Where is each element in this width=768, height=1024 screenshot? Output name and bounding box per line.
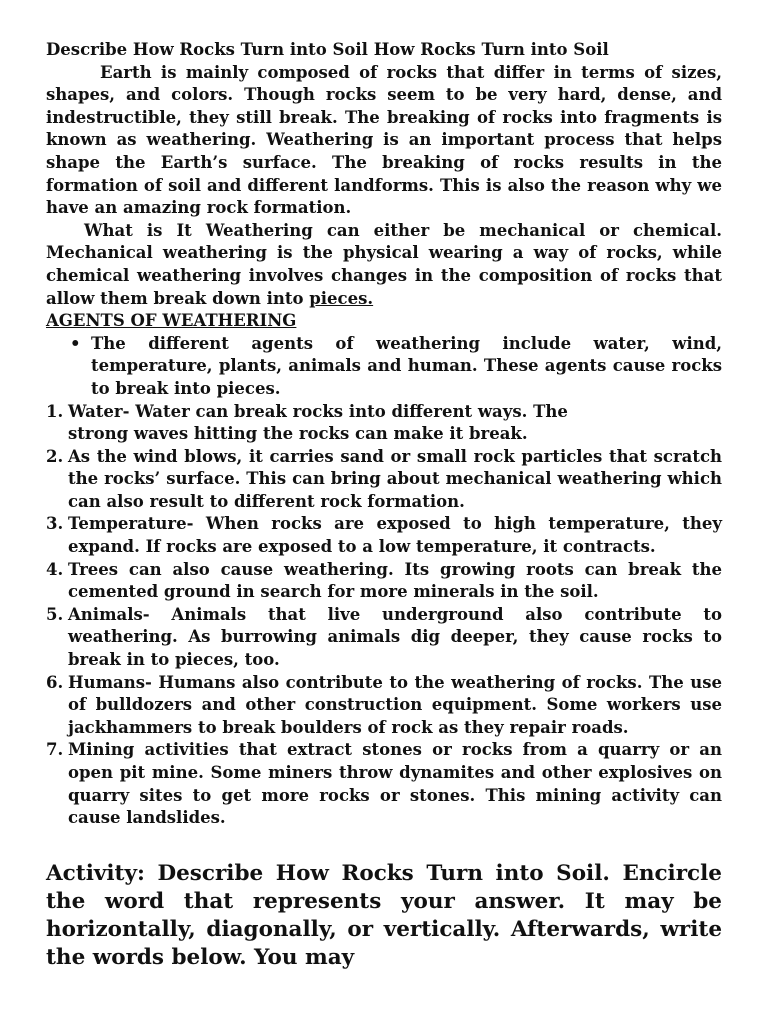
list-item <box>46 559 722 604</box>
bullet-list <box>46 333 722 401</box>
list-text: Temperature- When rocks are exposed to high temperature, they expand. If rocks are exposed to a low temperature, it contracts. <box>68 514 722 557</box>
document-title: Describe How Rocks Turn into Soil How Rocks Turn into Soil <box>46 40 609 59</box>
bullet-text: The different agents of weathering include water, wind, temperature, plants, animals and human. These agents cause rocks to break into pieces. <box>91 333 722 398</box>
list-item <box>46 401 722 446</box>
agents-list <box>46 401 722 830</box>
list-item <box>46 513 722 558</box>
intro-paragraph: Earth is mainly composed of rocks that differ in terms of sizes, shapes, and colors. Though rocks seem to be very hard, dense, and indestructible, they still break. The breaking of rocks into fragments is known as weathering. Weathering is an important process that helps shape the Earth’s surface. The breaking of rocks results in the formation of soil and different landforms. This is also the reason why we have an amazing rock formation. <box>46 62 722 218</box>
list-item <box>46 739 722 829</box>
list-item <box>46 604 722 672</box>
document-page <box>46 39 722 972</box>
list-text: Animals- Animals that live underground also contribute to weathering. As burrowing animals dig deeper, they cause rocks to break in to pieces, too. <box>68 604 722 670</box>
list-item <box>46 672 722 740</box>
list-text: Humans- Humans also contribute to the weathering of rocks. The use of bulldozers and other construction equipment. Some workers use jackhammers to break boulders of rock as they repair roads. <box>68 672 722 737</box>
weathering-paragraph <box>46 220 722 310</box>
list-text: Mining activities that extract stones or rocks from a quarry or an open pit mine. Some miners throw dynamites and other explosives on quarry sites to get more rocks or stones. This mining activity can cause landslides. <box>68 740 722 828</box>
list-item <box>46 446 722 514</box>
list-number: 5. <box>46 604 64 624</box>
activity-instructions: Activity: Describe How Rocks Turn into Soil. Encircle the word that represents your answer. It may be horizontally, diagonally, or vertically. Afterwards, write the words below. You may <box>46 860 722 970</box>
section-heading: AGENTS OF WEATHERING <box>46 311 297 331</box>
list-text-line: Water- Water can break rocks into different ways. The <box>68 401 568 421</box>
list-number: 1. <box>46 401 64 421</box>
list-text: As the wind blows, it carries sand or small rock particles that scratch the rocks’ surface. This can bring about mechanical weathering which can also result to different rock formation. <box>68 446 722 511</box>
list-text-line: strong waves hitting the rocks can make it break. <box>68 424 528 444</box>
list-number: 4. <box>46 559 64 579</box>
list-number: 3. <box>46 514 64 534</box>
list-text: Trees can also cause weathering. Its growing roots can break the cemented ground in search for more minerals in the soil. <box>68 559 722 602</box>
list-number: 7. <box>46 740 64 760</box>
underlined-word: pieces. <box>309 288 374 308</box>
bullet-icon: • <box>70 333 81 353</box>
list-number: 2. <box>46 446 64 466</box>
bullet-item <box>46 333 722 401</box>
list-number: 6. <box>46 672 64 692</box>
weathering-paragraph-text: What is It Weathering can either be mechanical or chemical. Mechanical weathering is the physical wearing a way of rocks, while chemical weathering involves changes in the composition of rocks that allow them break down into <box>46 220 722 308</box>
